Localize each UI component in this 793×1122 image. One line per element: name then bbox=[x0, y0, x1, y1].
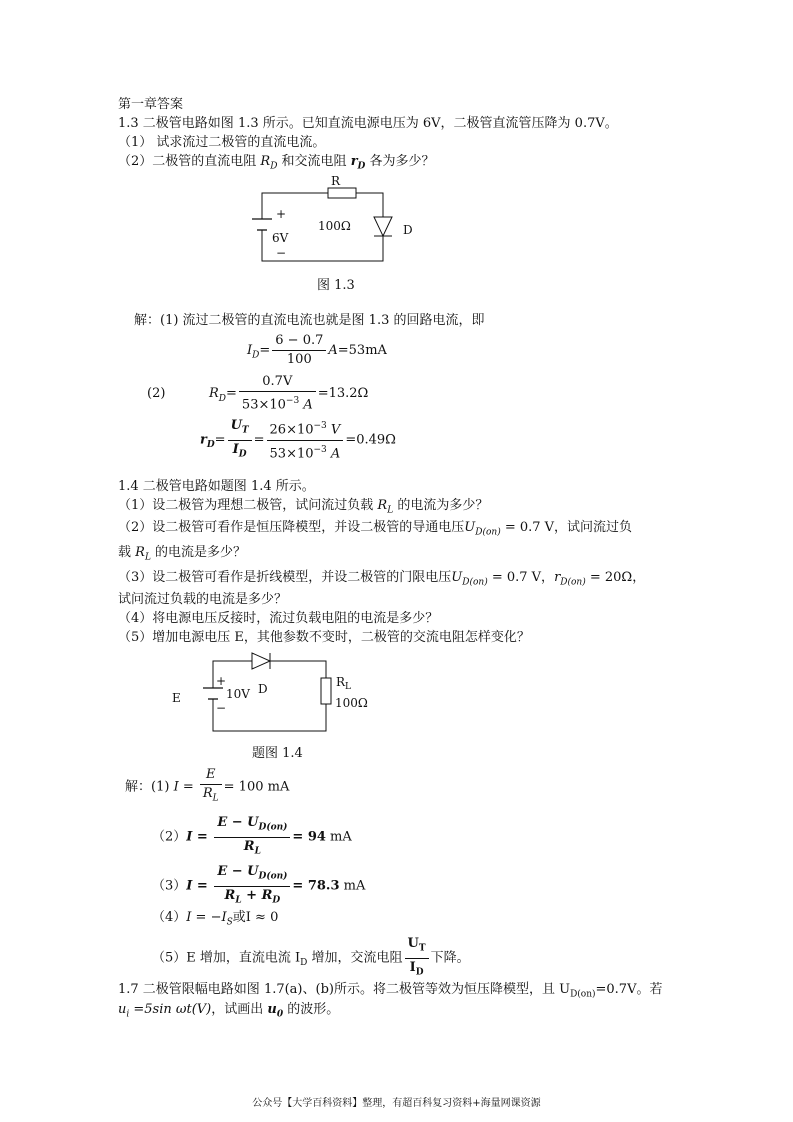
problem-1-3-q2: （2）二极管的直流电阻 $R_D$ 和交流电阻 $r_D$ 各为多少？ bbox=[118, 154, 435, 172]
equation-rd: $R_D=$ $\frac{0.7V}{53\times 10^{-3} A}$ =13.2Ω bbox=[209, 374, 369, 413]
problem-1-7-line2: $u_i =5\sin$ ωt(V)，试画出 $u_0$ 的波形。 bbox=[118, 1002, 340, 1020]
equation-small-rd: $r_D=$ $\frac{U_T}{I_D}$ = $\frac{26\times 10^{-3} V}{53\times 10^{-3} A}$ =0.49Ω bbox=[200, 418, 396, 461]
problem-1-4-q3-cont: 试问流过负载的电流是多少？ bbox=[118, 592, 288, 607]
problem-1-4-q2: （2）设二极管可看作是恒压降模型，并设二极管的导通电压$U_{D(on)} = 0.7$ V，试问流过负 bbox=[118, 520, 633, 538]
plus-sign: + bbox=[276, 207, 287, 221]
solution-1-3-intro: 解：(1) 流过二极管的直流电流也就是图 1.3 的回路电流，即 bbox=[134, 313, 485, 328]
minus-sign: − bbox=[216, 701, 227, 715]
solution-1-4-5: （5）E 增加，直流电流 $I_D$ 增加，交流电阻 $\frac{U_T}{I_D}$ 下降。 bbox=[152, 936, 470, 978]
source-voltage: 10V bbox=[226, 687, 250, 701]
problem-1-4-q2-cont: 载 $R_L$ 的电流是多少？ bbox=[118, 545, 247, 563]
solution-1-4-2: （2）I = $\frac{E - U_{D(on)}}{R_L}$ = 94 mA bbox=[152, 815, 352, 857]
equation-2-label: (2) bbox=[147, 386, 166, 401]
problem-1-4-q1: （1）设二极管为理想二极管，试问流过负载 $R_L$ 的电流为多少？ bbox=[118, 498, 489, 516]
problem-1-3-intro: 1.3 二极管电路如图 1.3 所示。已知直流电源电压为 6V，二极管直流管压降为 0.7V。 bbox=[118, 116, 618, 131]
solution-1-4-4: $(4)I = -I_S$或I ≈ 0 bbox=[152, 910, 279, 928]
diode-label: D bbox=[258, 682, 268, 696]
circuit-diagram-1-4 bbox=[165, 646, 390, 741]
plus-sign: + bbox=[216, 674, 227, 688]
load-resistor-label: $R_L$ bbox=[336, 675, 352, 692]
equation-id: $I_D=$ $\frac{6 - 0.7}{100}$ A=53mA bbox=[247, 333, 387, 367]
figure-1-4-caption: 题图 1.4 bbox=[252, 746, 303, 761]
resistor-label: R bbox=[331, 174, 341, 188]
solution-1-4-3: （3）I = $\frac{E - U_{D(on)}}{R_L + R_D}$ = 78.3 mA bbox=[152, 864, 366, 906]
solution-1-4-1: 解：(1) I = $\frac{E}{R_L}$ = 100 mA bbox=[125, 767, 290, 804]
problem-1-4-q4: （4）将电源电压反接时，流过负载电阻的电流是多少？ bbox=[118, 611, 439, 626]
page-footer: 公众号【大学百科资料】整理，有超百科复习资料+海量网课资源 bbox=[252, 1098, 541, 1109]
circuit-diagram-1-3 bbox=[245, 172, 445, 272]
problem-1-4-q3: （3）设二极管可看作是折线模型，并设二极管的门限电压$U_{D(on)} = 0.7$ V，$r_{D(on)} = 20\Omega$， bbox=[118, 570, 646, 588]
minus-sign: − bbox=[276, 246, 287, 260]
source-voltage: 6V bbox=[272, 231, 289, 245]
problem-1-4-q5: （5）增加电源电压 E，其他参数不变时，二极管的交流电阻怎样变化？ bbox=[118, 630, 530, 645]
load-resistor-value: 100Ω bbox=[335, 696, 368, 710]
problem-1-3-q1: （1） 试求流过二极管的直流电流。 bbox=[118, 135, 326, 150]
diode-label: D bbox=[403, 223, 413, 237]
problem-1-7-line1: 1.7 二极管限幅电路如图 1.7(a)、(b)所示。将二极管等效为恒压降模型，且 $U_{D(on)}=0.7V$。若 bbox=[118, 982, 663, 1000]
figure-1-3-caption: 图 1.3 bbox=[317, 278, 355, 293]
chapter-title: 第一章答案 bbox=[118, 97, 184, 112]
source-e-label: E bbox=[172, 691, 181, 705]
problem-1-4-intro: 1.4 二极管电路如题图 1.4 所示。 bbox=[118, 479, 315, 494]
resistor-value: 100Ω bbox=[318, 219, 351, 233]
